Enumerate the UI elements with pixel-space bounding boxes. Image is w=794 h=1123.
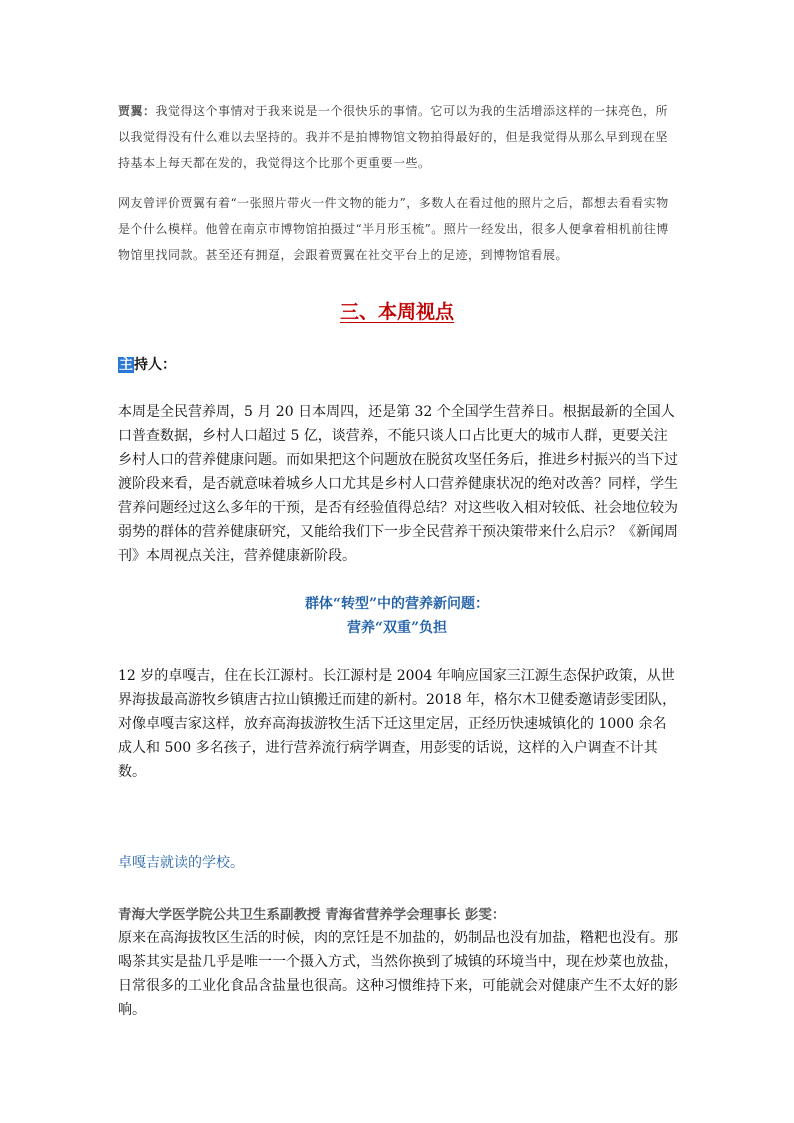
story-paragraph: 12 岁的卓嘎吉，住在长江源村。长江源村是 2004 年响应国家三江源生态保护政策，从世界海拔最高游牧乡镇唐古拉山镇搬迁而建的新村。2018 年，格尔木卫健委邀请彭雯团队，对像卓嘎吉家这样，放弃高海拔游牧生活下迁这里定居，正经历快速城镇化的 1000 余名成人和 500 多名孩子，进行营养流行病学调查，用彭雯的话说，这样的入户调查不计其数。 <box>118 668 677 780</box>
expert-quote-paragraph: 原来在高海拔牧区生活的时候，肉的烹饪是不加盐的，奶制品也没有加盐，糌粑也没有。那喝茶其实是盐几乎是唯一一个摄入方式，当然你换到了城镇的环境当中，现在炒菜也放盐，日常很多的工业化食品含盐量也很高。这种习惯维持下来，可能就会对健康产生不太好的影响。 <box>118 930 678 1018</box>
section-title-text: 三、本周视点 <box>339 301 454 323</box>
photo-caption: 卓嘎吉就读的学校。 <box>118 855 244 871</box>
host-intro-paragraph: 本周是全民营养周，5 月 20 日本周四，还是第 32 个全国学生营养日。根据最新的全国人口普查数据，乡村人口超过 5 亿，谈营养，不能只谈人口占比更大的城市人群，更要关注乡村人口的营养健康问题。而如果把这个问题放在脱贫攻坚任务后，推进乡村振兴的当下过渡阶段来看，是否就意味着城乡人口尤其是乡村人口营养健康状况的绝对改善？同样，学生营养问题经过这么多年的干预，是否有经验值得总结？对这些收入相对较低、社会地位较为弱势的群体的营养健康研究，又能给我们下一步全民营养干预决策带来什么启示？《新闻周刊》本周视点关注，营养健康新阶段。 <box>118 404 678 564</box>
section-title <box>0 298 794 326</box>
host-label-rest: 持人： <box>134 357 176 373</box>
subheading-line-2: 营养“双重”负担 <box>346 620 448 636</box>
interview-answer-paragraph <box>118 98 678 176</box>
subheading-line-1: 群体“转型”中的营养新问题： <box>304 596 490 612</box>
host-label <box>118 354 176 376</box>
netizen-comment-paragraph: 网友曾评价贾翼有着“一张照片带火一件文物的能力”，多数人在看过他的照片之后，都想去看看实物是个什么模样。他曾在南京市博物馆拍摄过“半月形玉梳”。照片一经发出，很多人便拿着相机前往博物馆里找同款。甚至还有拥趸，会跟着贾翼在社交平台上的足迹，到博物馆看展。 <box>118 196 669 262</box>
interview-speaker: 贾翼： <box>118 104 156 118</box>
expert-speaker-label: 青海大学医学院公共卫生系副教授 青海省营养学会理事长 彭雯： <box>118 907 506 923</box>
host-label-highlight: 主 <box>119 357 133 373</box>
interview-answer-text: 我觉得这个事情对于我来说是一个很快乐的事情。它可以为我的生活增添这样的一抹亮色，所以我觉得没有什么难以去坚持的。我并不是拍博物馆文物拍得最好的，但是我觉得从那么早到现在坚持基本上每天都在发的，我觉得这个比那个更重要一些。 <box>118 104 669 170</box>
